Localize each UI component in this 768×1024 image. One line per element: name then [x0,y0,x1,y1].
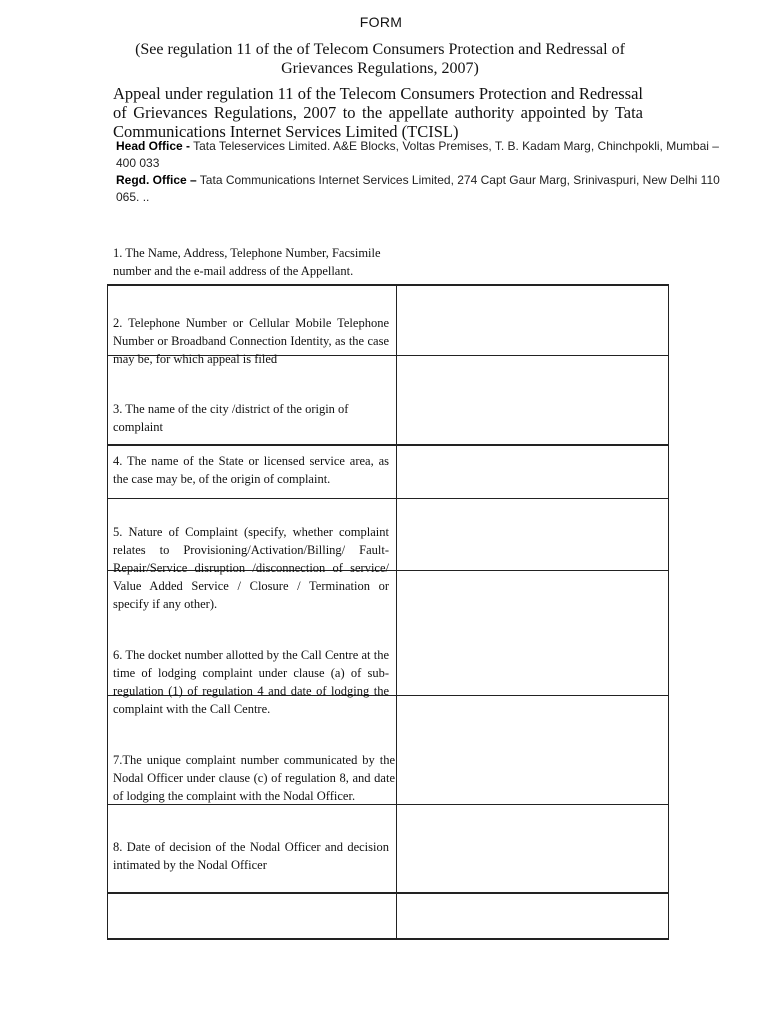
answer-field-2[interactable] [398,357,667,443]
form-item-6: 6. The docket number allotted by the Call Centre at the time of lodging complaint under clause (a) of sub-regulation (1) of regulation 4 and date of lodging the complaint with the Call Centre. [113,648,389,716]
table-column-divider [396,284,397,940]
form-item-7: 7.The unique complaint number communicated by the Nodal Officer under clause (c) of regulation 8, and date of lodging the complaint with the Nodal Officer. [113,753,395,803]
answer-field-3[interactable] [398,446,667,497]
answer-field-5[interactable] [398,572,667,694]
form-subtitle: (See regulation 11 of the of Telecom Consumers Protection and Redressal of Grievances Regulations, 2007) [135,41,625,77]
appeal-heading: Appeal under regulation 11 of the Telecom Consumers Protection and Redressal of Grievances Regulations, 2007 to the appellate authority appointed by Tata Communications Internet Services Limited (TCISL) [113,84,643,141]
form-item-4: 4. The name of the State or licensed service area, as the case may be, of the origin of complaint. [113,454,389,486]
table-border-bottom [107,938,669,940]
answer-field-6[interactable] [398,697,667,803]
form-item-3: 3. The name of the city /district of the origin of complaint [113,402,349,434]
form-item-1: 1. The Name, Address, Telephone Number, Facsimile number and the e-mail address of the Appellant. [113,246,381,278]
form-item-2: 2. Telephone Number or Cellular Mobile Telephone Number or Broadband Connection Identity, as the case may be, for which appeal is filed [113,316,389,366]
table-border-right [668,284,669,940]
table-border-left [107,284,108,940]
form-item-5: 5. Nature of Complaint (specify, whether complaint relates to Provisioning/Activation/Billing/ Fault-Repair/Service disruption /disconnection of service/ Value Added Service / Closure / Termination or specify if any other). [113,525,389,611]
head-office-text: Tata Teleservices Limited. A&E Blocks, Voltas Premises, T. B. Kadam Marg, Chinchpokli, Mumbai – 400 033 [116,139,719,170]
regd-office-address [116,172,736,206]
form-item-8: 8. Date of decision of the Nodal Officer and decision intimated by the Nodal Officer [113,840,389,872]
table-row-divider [107,498,669,499]
head-office-label: Head Office - [116,139,191,153]
answer-field-4[interactable] [398,500,667,569]
head-office-address [116,138,736,172]
answer-field-7[interactable] [398,806,667,891]
form-title: FORM [359,14,403,30]
regd-office-text: Tata Communications Internet Services Limited, 274 Capt Gaur Marg, Srinivaspuri, New Delhi 110 065. .. [116,173,720,204]
answer-field-1[interactable] [398,286,667,354]
regd-office-label: Regd. Office – [116,173,197,187]
table-row-divider [107,892,669,894]
answer-field-8[interactable] [398,895,667,937]
